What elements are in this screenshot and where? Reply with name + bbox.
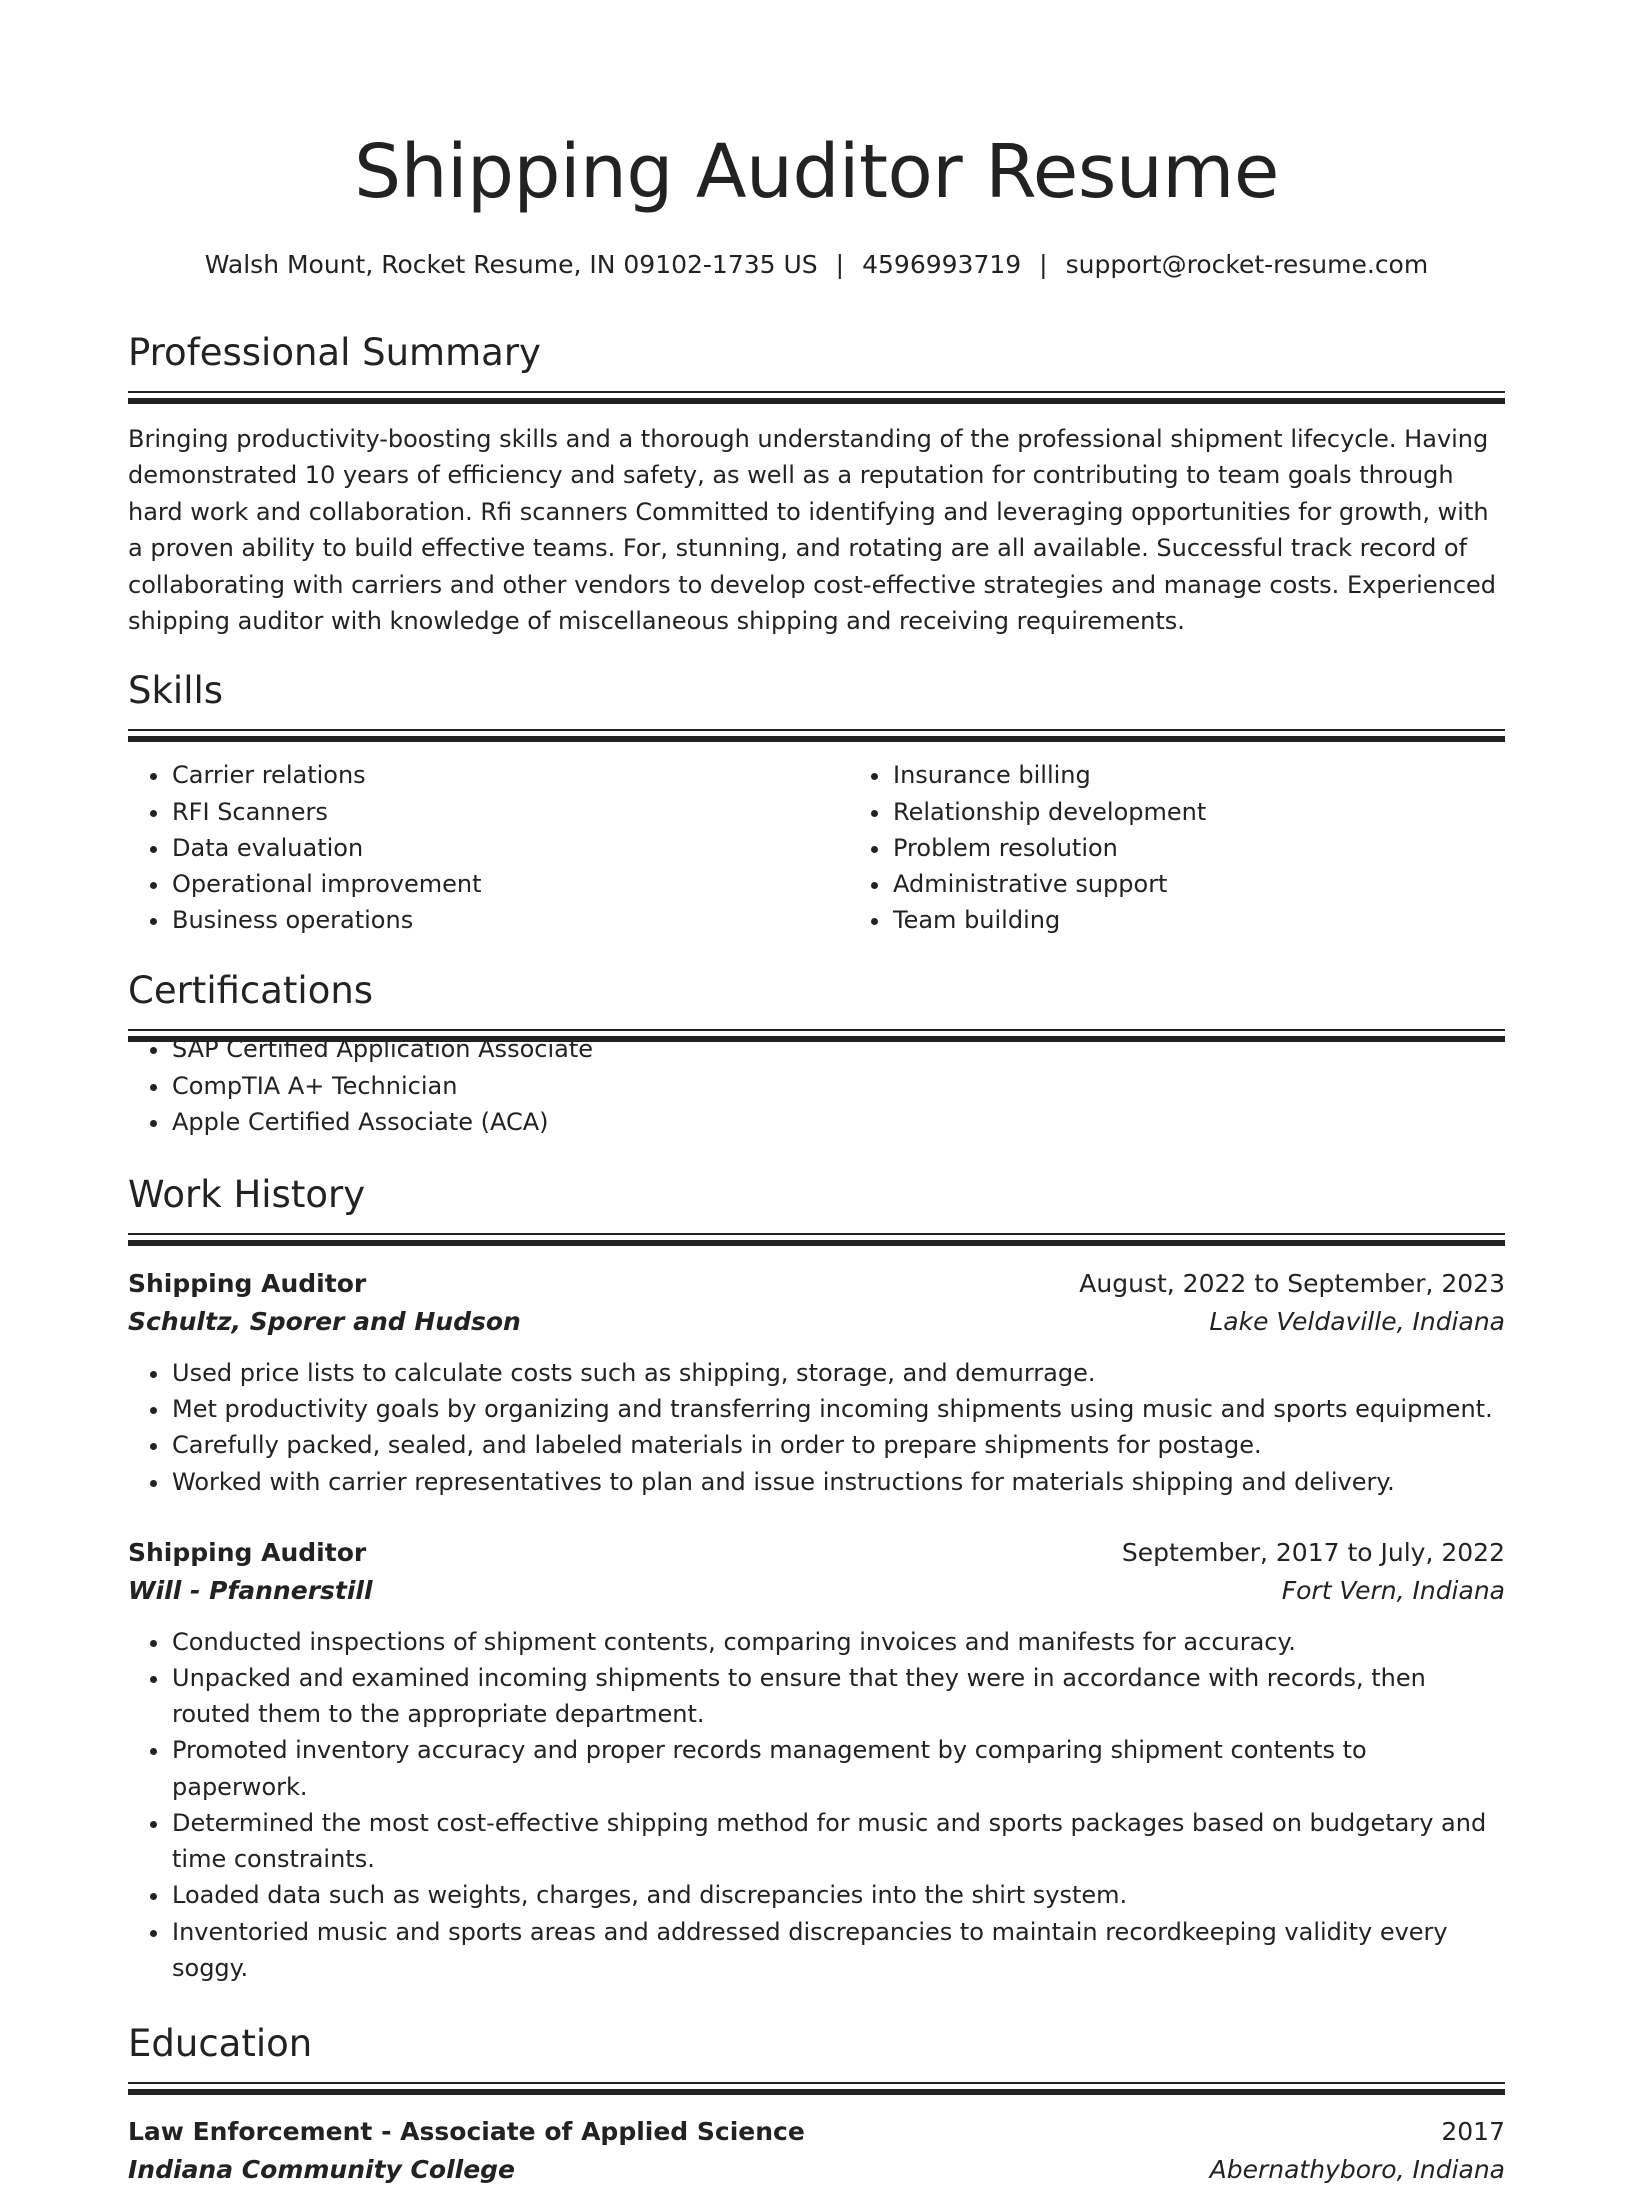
- job-dates: August, 2022 to September, 2023: [1079, 1269, 1505, 1299]
- job-duty: • Used price lists to calculate costs such as shipping, storage, and demurrage.: [171, 1355, 1505, 1391]
- section-title-certifications: Certifications: [128, 969, 374, 1013]
- job-subheader: [128, 1572, 1505, 1610]
- education-degree: Law Enforcement - Associate of Applied Science: [128, 2116, 805, 2146]
- skills-section: [128, 666, 1505, 938]
- section-divider: [128, 2082, 1505, 2084]
- section-divider: [128, 729, 1505, 731]
- summary-text: Bringing productivity-boosting skills and a thorough understanding of the professional shipment lifecycle. Having demonstrated 10 years of efficiency and safety, as well as a reputation for contributing to team goals through hard work and collaboration. Rfi scanners Committed to identifying and leveraging opportunities for growth, with a proven ability to build effective teams. For, stunning, and rotating are all available. Successful track record of collaborating with carriers and other vendors to develop cost-effective strategies and manage costs. Experienced shipping auditor with knowledge of miscellaneous shipping and receiving requirements.: [128, 425, 1497, 636]
- job-dates: September, 2017 to July, 2022: [1121, 1537, 1505, 1567]
- section-divider: [128, 1233, 1505, 1235]
- education-subheader: [128, 2151, 1505, 2189]
- certification-item: • Apple Certified Associate (ACA): [171, 1104, 1505, 1140]
- education-location: Abernathyboro, Indiana: [1209, 2154, 1505, 2184]
- skills-list-right: [849, 757, 1505, 938]
- job-duty: • Conducted inspections of shipment contents, comparing invoices and manifests for accuracy.: [171, 1624, 1505, 1660]
- skill-item: • Problem resolution: [892, 830, 1505, 866]
- contact-separator: |: [1039, 250, 1048, 279]
- skill-item: • Administrative support: [892, 866, 1505, 902]
- job-duty: • Met productivity goals by organizing and transferring incoming shipments using music and sports equipment.: [171, 1391, 1505, 1427]
- contact-email: support@rocket-resume.com: [1065, 250, 1429, 279]
- education-section: [128, 2019, 1505, 2189]
- skill-item: • Insurance billing: [892, 757, 1505, 793]
- skills-list-left: [128, 757, 849, 938]
- skill-item: • Business operations: [171, 902, 849, 938]
- education-header: [128, 2113, 1505, 2151]
- contact-line: [128, 248, 1505, 282]
- education-year: 2017: [1441, 2116, 1505, 2146]
- job-company: Schultz, Sporer and Hudson: [128, 1307, 521, 1337]
- job-duty: • Worked with carrier representatives to plan and issue instructions for materials shipping and delivery.: [171, 1464, 1505, 1500]
- job-duties: [128, 1355, 1505, 1500]
- job-duty: • Inventoried music and sports areas and addressed discrepancies to maintain recordkeeping validity every soggy.: [171, 1914, 1505, 1986]
- contact-separator: |: [835, 250, 845, 279]
- work-history-section: [128, 1170, 1505, 1986]
- education-entry: [128, 2113, 1505, 2189]
- job-title: Shipping Auditor: [128, 1537, 367, 1567]
- skill-item: • Carrier relations: [171, 757, 849, 793]
- section-divider: [128, 1029, 1505, 1031]
- skill-item: • RFI Scanners: [171, 794, 849, 830]
- skills-grid: [128, 757, 1505, 938]
- job-title: Shipping Auditor: [128, 1269, 367, 1299]
- job-entry: [128, 1265, 1505, 1500]
- section-title-skills: Skills: [128, 669, 224, 713]
- skill-item: • Relationship development: [892, 794, 1505, 830]
- contact-phone: 4596993719: [862, 250, 1022, 279]
- job-duty: • Carefully packed, sealed, and labeled materials in order to prepare shipments for postage.: [171, 1427, 1505, 1463]
- section-title-work-history: Work History: [128, 1173, 366, 1217]
- job-header: [128, 1265, 1505, 1303]
- job-duty: • Unpacked and examined incoming shipments to ensure that they were in accordance with records, then routed them to the appropriate department.: [171, 1660, 1505, 1732]
- job-company: Will - Pfannerstill: [128, 1575, 373, 1605]
- section-title-summary: Professional Summary: [128, 331, 541, 374]
- job-subheader: [128, 1303, 1505, 1341]
- job-location: Fort Vern, Indiana: [1281, 1575, 1505, 1605]
- job-location: Lake Veldaville, Indiana: [1209, 1307, 1505, 1337]
- skill-item: • Operational improvement: [171, 866, 849, 902]
- skill-item: • Data evaluation: [171, 830, 849, 866]
- resume-title: Shipping Auditor Resume: [354, 129, 1279, 215]
- certifications-section: [128, 966, 1505, 1140]
- job-duties: [128, 1624, 1505, 1986]
- job-header: [128, 1534, 1505, 1572]
- certifications-list: [128, 1031, 1505, 1140]
- job-duty: • Determined the most cost-effective shipping method for music and sports packages based on budgetary and time constraints.: [171, 1805, 1505, 1877]
- contact-address: Walsh Mount, Rocket Resume, IN 09102-1735 US: [204, 250, 818, 279]
- certification-item: • CompTIA A+ Technician: [171, 1068, 1505, 1104]
- job-duty: • Loaded data such as weights, charges, and discrepancies into the shirt system.: [171, 1877, 1505, 1913]
- section-divider: [128, 391, 1505, 393]
- section-title-education: Education: [128, 2021, 313, 2065]
- education-school: Indiana Community College: [128, 2154, 516, 2184]
- job-duty: • Promoted inventory accuracy and proper records management by comparing shipment contents to paperwork.: [171, 1732, 1505, 1804]
- skill-item: • Team building: [892, 902, 1505, 938]
- certification-item: • SAP Certified Application Associate: [171, 1031, 1505, 1067]
- job-entry: [128, 1534, 1505, 1986]
- summary-section: [128, 328, 1505, 639]
